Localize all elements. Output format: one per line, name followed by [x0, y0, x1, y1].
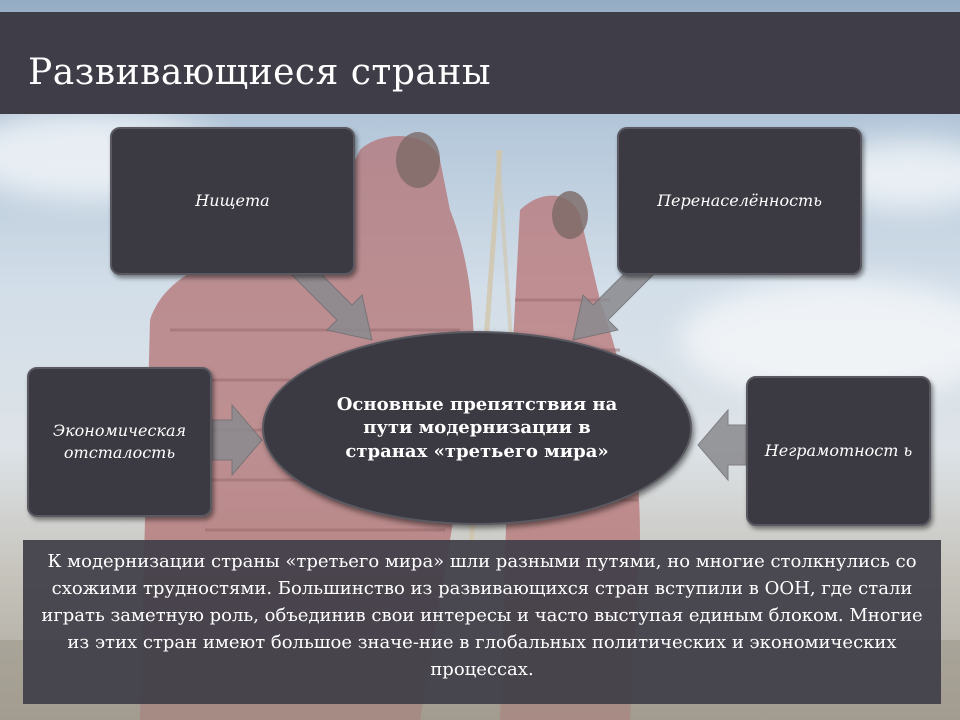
central-node: [262, 331, 692, 525]
body-text: К модернизации страны «третьего мира» шли разными путями, но многие столкнулись со схожими трудностями. Большинство из развивающихся стран вступили в ООН, где стали играть заметную роль, объединив свои интересы и часто выступая единым блоком. Многие из этих стран имеют большое значе-ние в глобальных политических и экономических процессах.: [41, 551, 923, 680]
body-text-panel: [23, 540, 941, 704]
node-economic-backwardness-label: Экономическая отсталость: [52, 421, 187, 462]
central-node-label: Основные препятствия на пути модернизации в странах «третьего мира»: [336, 393, 618, 462]
node-overpopulation-label: Перенаселённость: [657, 191, 822, 211]
node-poverty: [110, 127, 355, 275]
node-economic-backwardness: [27, 367, 212, 517]
node-illiteracy: [746, 376, 931, 526]
node-poverty-label: Нищета: [195, 191, 270, 211]
page-title: Развивающиеся страны: [28, 52, 491, 93]
arrow-mid-left: [212, 405, 262, 475]
node-overpopulation: [617, 127, 862, 275]
arrow-mid-right: [698, 410, 746, 480]
node-illiteracy-label: Неграмотност ь: [764, 441, 913, 461]
